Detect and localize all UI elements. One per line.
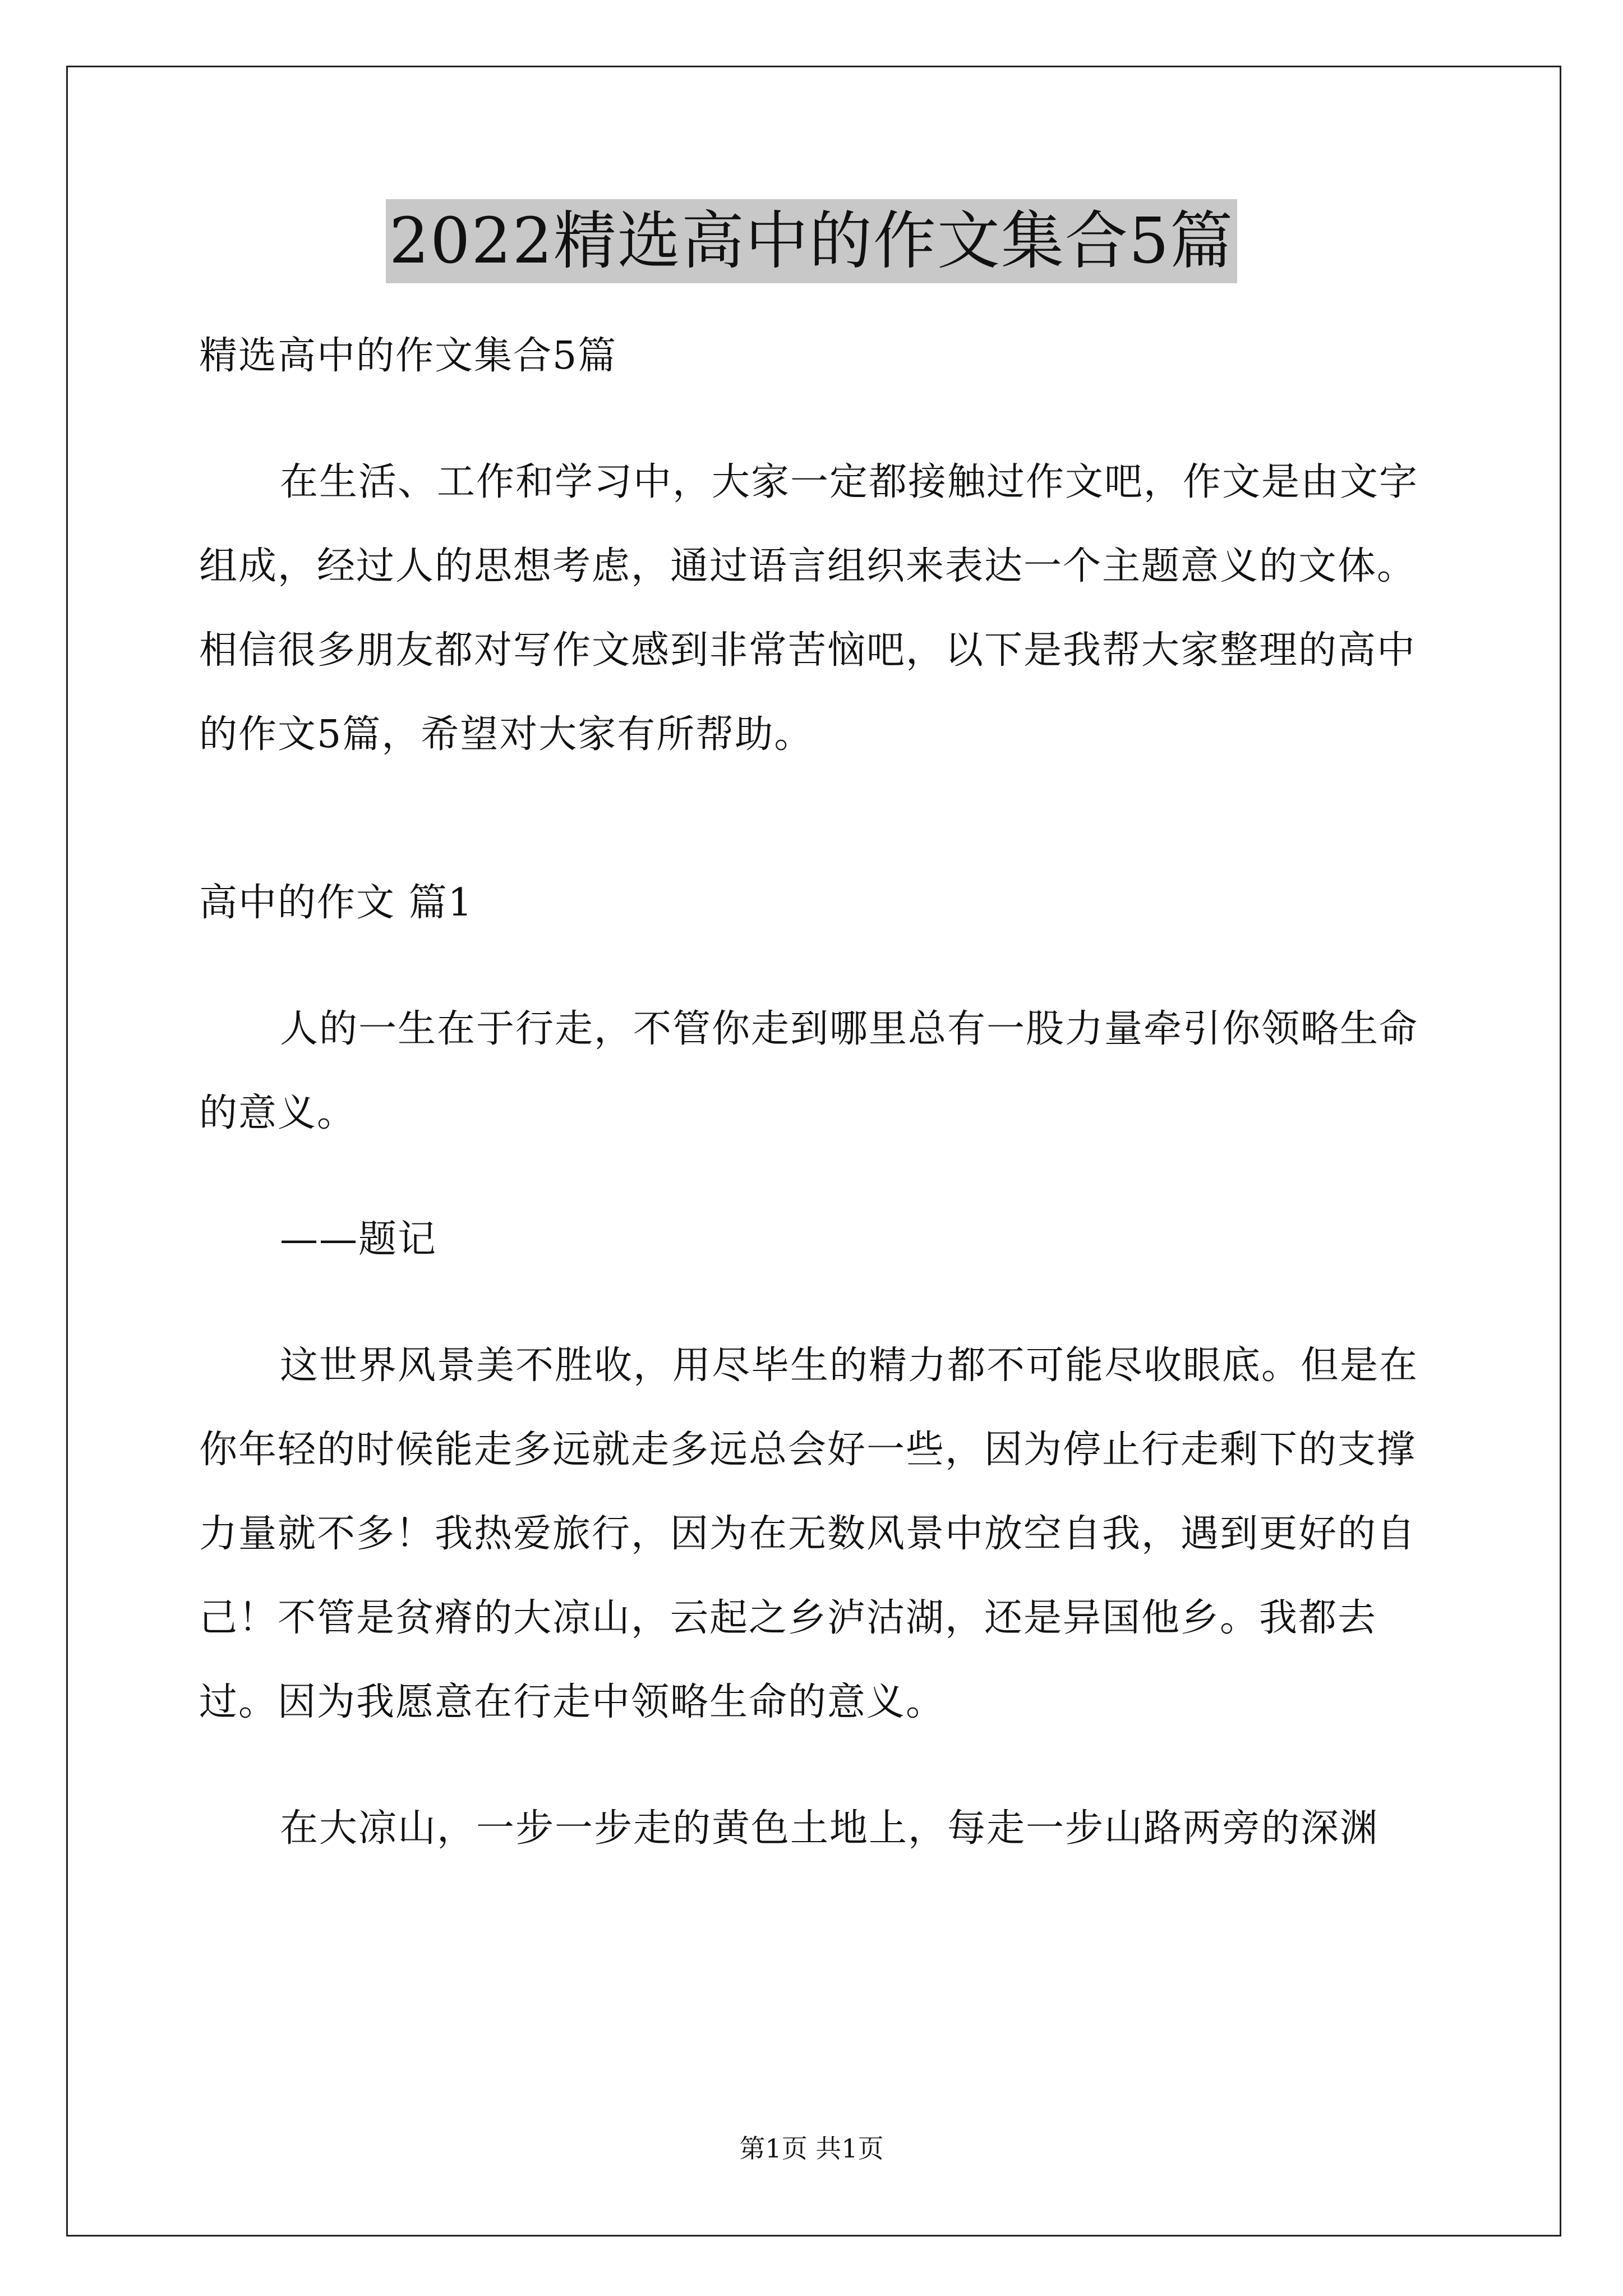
body-paragraph: 在大凉山，一步一步走的黄色土地上，每走一步山路两旁的深渊 [280,1806,1380,1851]
body-paragraph: 人的一生在于行走，不管你走到哪里总有一股力量牵引你领略生命的意义。 [199,1007,1419,1135]
page-footer [0,2132,1623,2165]
intro-paragraph: 在生活、工作和学习中，大家一定都接触过作文吧，作文是由文字组成，经过人的思想考虑，通过语言组织来表达一个主题意义的文体。相信很多朋友都对写作文感到非常苦恼吧，以下是我帮大家整理的高中的作文5篇，希望对大家有所帮助。 [199,460,1419,757]
document-title: 2022精选高中的作文集合5篇 [386,199,1237,283]
document-body [199,314,1427,1871]
spacer [199,1282,1427,1324]
body-paragraph: 这世界风景美不胜收，用尽毕生的精力都不可能尽收眼底。但是在你年轻的时候能走多远就走多远总会好一些，因为停止行走剩下的支撑力量就不多！我热爱旅行，因为在无数风景中放空自我，遇到更好的自己！不管是贫瘠的大凉山，云起之乡泸沽湖，还是异国他乡。我都去过。因为我愿意在行走中领略生命的意义。 [199,1343,1419,1724]
spacer [199,1745,1427,1787]
spacer [199,945,1427,987]
spacer [199,777,1427,861]
document-subtitle: 精选高中的作文集合5篇 [199,334,617,378]
title-container [0,199,1623,283]
spacer [199,1156,1427,1198]
spacer [199,398,1427,440]
section-heading: 高中的作文 篇1 [199,881,473,925]
page-number: 第1页 共1页 [739,2133,884,2164]
epigraph-attribution: ——题记 [280,1217,437,1262]
